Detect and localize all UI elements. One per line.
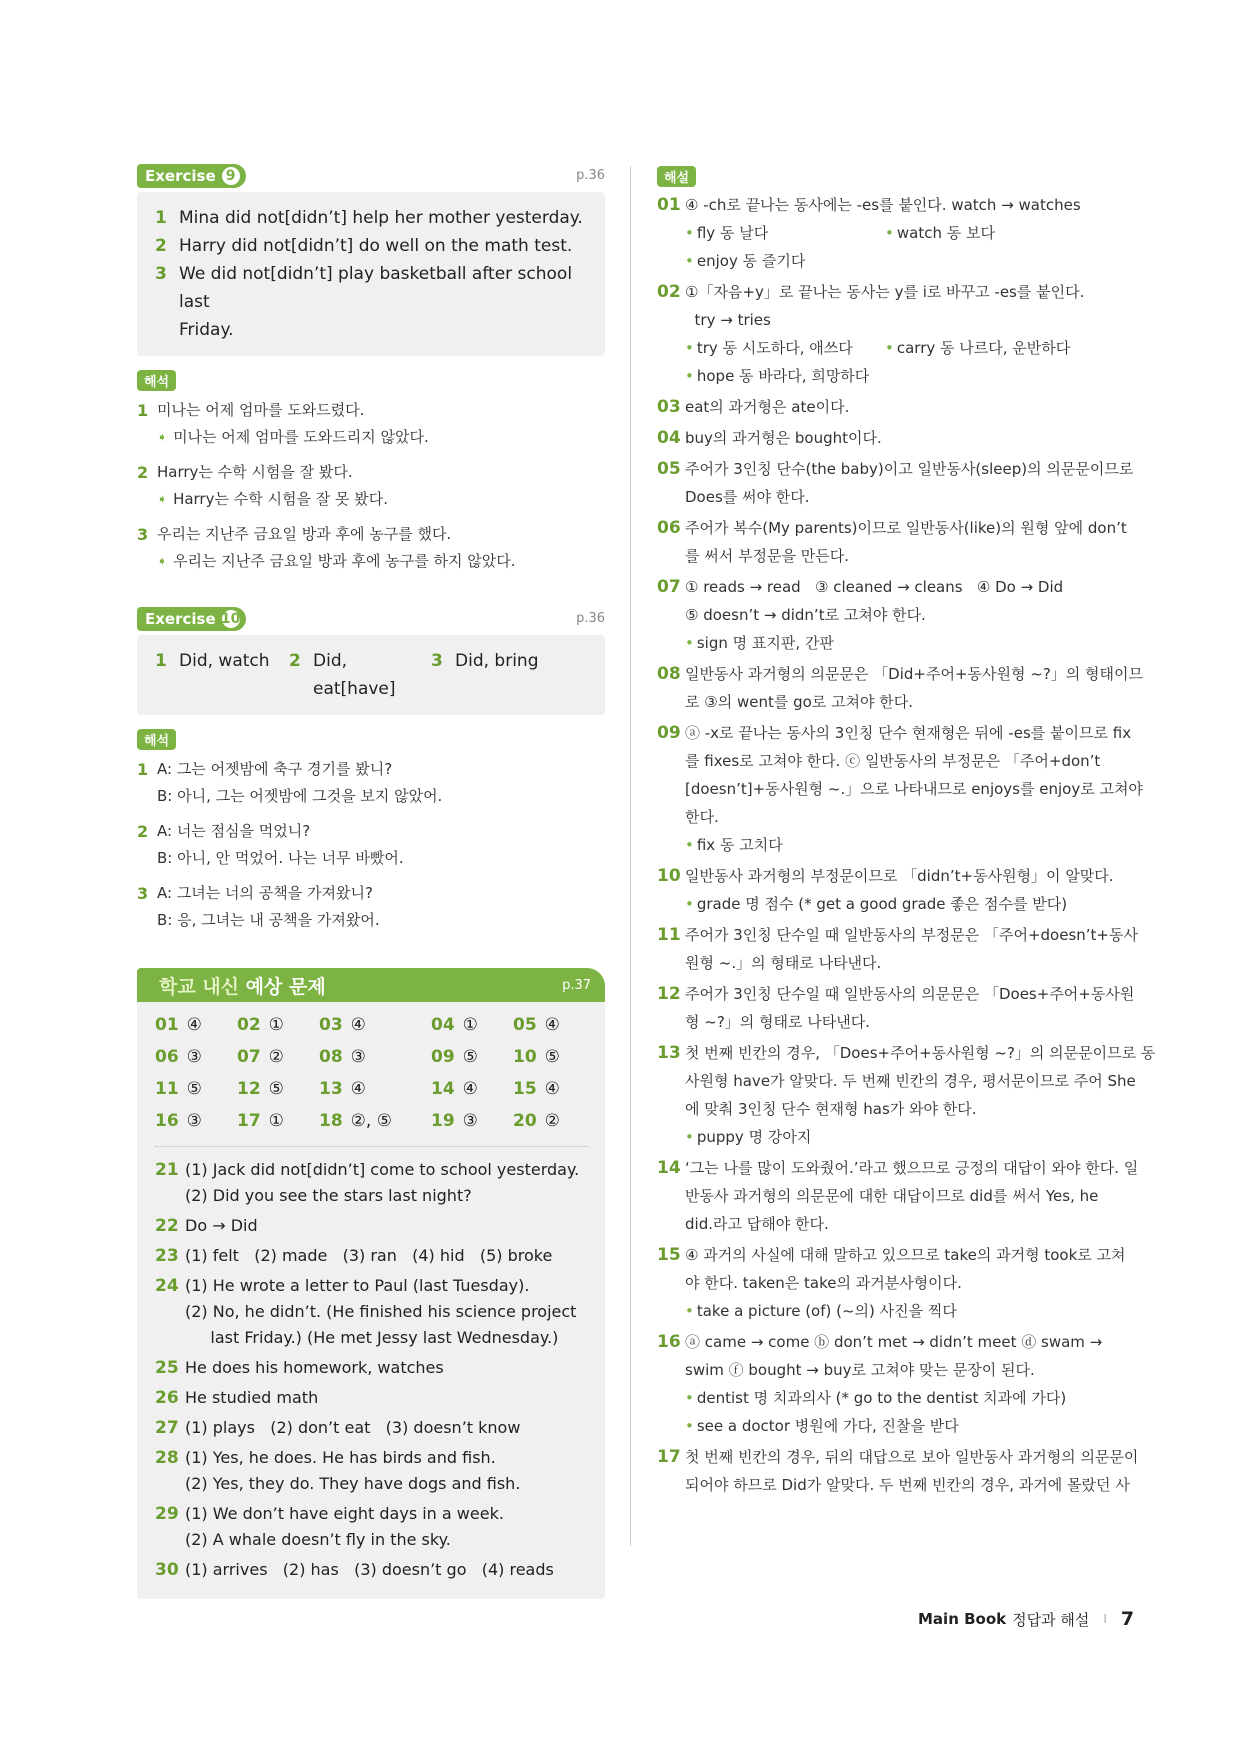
explanation-item: [657, 1443, 1139, 1499]
answer-line: He does his homework, watches: [185, 1358, 444, 1377]
vocab-entry: [685, 247, 805, 275]
answer-text: Mina did not[didn’t] help her mother yesterday.: [179, 208, 583, 228]
answer-number: 25: [155, 1358, 179, 1378]
bullet-icon: •: [885, 224, 894, 242]
translation-result: [137, 907, 605, 934]
translation-row: [137, 459, 605, 486]
bullet-icon: •: [685, 1302, 694, 1320]
vocab-text: take a picture (of) (~의) 사진을 찍다: [696, 1302, 957, 1320]
answer-number: [155, 316, 179, 344]
grid-item: 11 ⑤: [155, 1079, 202, 1099]
translation-number: 2: [137, 463, 149, 482]
translation-tag: 해석: [137, 370, 176, 391]
written-answer-row: [155, 1415, 589, 1441]
vocab-text: hope 동 바라다, 희망하다: [696, 367, 870, 385]
explanation-item: [657, 921, 1138, 977]
exercise-10-header: [137, 607, 605, 635]
explanation-number: 06: [657, 518, 681, 538]
explanation-line: swim ⓕ bought → buy로 고쳐야 맞는 문장이 된다.: [685, 1361, 1035, 1379]
explanation-number: 11: [657, 925, 681, 945]
translation-text: B: 응, 그녀는 내 공책을 가져왔어.: [157, 911, 380, 929]
vocab-entry: [685, 1384, 1066, 1412]
grid-item: 14 ④: [431, 1079, 478, 1099]
answer-number: 2: [155, 236, 167, 256]
answer-line: (1) felt (2) made (3) ran (4) hid (5) broke: [185, 1246, 553, 1265]
explanation-line: 야 한다. taken은 take의 과거분사형이다.: [685, 1274, 962, 1292]
written-answer-row: [155, 1355, 589, 1381]
explanation-line: 첫 번째 빈칸의 경우, 「Does+주어+동사원형 ~?」의 의문문이므로 동: [685, 1044, 1156, 1062]
answer-number: 1: [155, 651, 167, 671]
translation-number: 3: [137, 884, 149, 903]
translation-number: 3: [137, 525, 149, 544]
translation-number: 1: [137, 760, 149, 779]
exercise-badge: [137, 607, 246, 631]
answer-text: Did, watch: [179, 651, 270, 671]
translation-result: [137, 424, 605, 451]
bullet-icon: •: [685, 1128, 694, 1146]
translation-text: A: 그녀는 너의 공책을 가져왔니?: [157, 884, 373, 902]
answer-line: (1) plays (2) don’t eat (3) doesn’t know: [185, 1418, 521, 1437]
bullet-icon: •: [685, 895, 694, 913]
answer-text: We did not[didn’t] play basketball after school last: [179, 264, 573, 312]
written-answer-row: [155, 1385, 589, 1411]
grid-item: 10 ⑤: [513, 1047, 560, 1067]
bullet-icon: •: [685, 367, 694, 385]
bullet-icon: •: [685, 224, 694, 242]
arrow-icon: ➧: [157, 554, 168, 568]
explanation-line: did.라고 답해야 한다.: [685, 1215, 829, 1233]
answer-number: 28: [155, 1448, 179, 1468]
answer-line: (2) Did you see the stars last night?: [185, 1186, 472, 1205]
explanation-line: 원형 ~.」의 형태로 나타낸다.: [685, 954, 882, 972]
vocab-text: see a doctor 병원에 가다, 진찰을 받다: [696, 1417, 959, 1435]
answer-row: [155, 204, 589, 232]
right-column: [657, 166, 1156, 1502]
explanation-number: 01: [657, 195, 681, 215]
explanation-line: 주어가 3인칭 단수(the baby)이고 일반동사(sleep)의 의문문이므로: [685, 460, 1134, 478]
explanation-item: [657, 424, 1131, 452]
translation-text: B: 아니, 안 먹었어. 나는 너무 바빴어.: [157, 849, 404, 867]
answer-line: (1) arrives (2) has (3) doesn’t go (4) reads: [185, 1560, 554, 1579]
explanation-line: 첫 번째 빈칸의 경우, 뒤의 대답으로 보아 일반동사 과거형의 의문문이: [685, 1448, 1139, 1466]
vocab-text: dentist 명 치과의사 (* go to the dentist 치과에 가다): [696, 1389, 1067, 1407]
left-column: [137, 164, 605, 1599]
answer-number: 24: [155, 1276, 179, 1296]
exercise-9-header: [137, 164, 605, 192]
answer-line: (2) A whale doesn’t fly in the sky.: [185, 1530, 451, 1549]
explanation-number: 04: [657, 428, 681, 448]
grid-item: 08 ③: [319, 1047, 366, 1067]
explanation-line: 주어가 3인칭 단수일 때 일반동사의 부정문은 「주어+doesn’t+동사: [685, 926, 1138, 944]
vocab-row: [685, 1297, 1131, 1325]
explanation-number: 10: [657, 866, 681, 886]
translation-text: 우리는 지난주 금요일 방과 후에 농구를 했다.: [157, 525, 452, 543]
explanation-line: 사원형 have가 알맞다. 두 번째 빈칸의 경우, 평서문이므로 주어 She: [685, 1072, 1136, 1090]
bullet-icon: •: [685, 1389, 694, 1407]
explanation-item: [657, 1154, 1139, 1238]
grid-item: 16 ③: [155, 1111, 202, 1131]
answer-grid: [155, 1012, 589, 1134]
explanation-line: 한다.: [685, 808, 719, 826]
grid-item: 06 ③: [155, 1047, 202, 1067]
explanation-item: [657, 393, 1131, 421]
translation-result: [137, 783, 605, 810]
vocab-text: puppy 명 강아지: [696, 1128, 812, 1146]
vocab-text: enjoy 동 즐기다: [696, 252, 806, 270]
translation-row: [137, 521, 605, 548]
page-ref: p.36: [576, 168, 605, 183]
grid-item: 12 ⑤: [237, 1079, 284, 1099]
section-title-part: 학교 내신: [159, 975, 240, 998]
page-footer: [918, 1608, 1134, 1630]
section-title-part: 예상 문제: [245, 975, 326, 998]
explanation-number: 16: [657, 1332, 681, 1352]
vocab-entry: [885, 334, 1085, 362]
answer-number: 23: [155, 1246, 179, 1266]
explanation-item: [657, 573, 1131, 657]
explanation-number: 08: [657, 664, 681, 684]
vocab-entry: [685, 831, 783, 859]
answer-row: [155, 316, 589, 344]
explanation-line: 반동사 과거형의 의문문에 대한 대답이므로 did를 써서 Yes, he: [685, 1187, 1099, 1205]
answer-number: 27: [155, 1418, 179, 1438]
answer-line: (1) Yes, he does. He has birds and fish.: [185, 1448, 496, 1467]
vocab-entry: [885, 219, 1085, 247]
vocab-row: [685, 629, 1131, 657]
page-ref: p.37: [562, 978, 591, 993]
explanation-line: 에 맞춰 3인칭 단수 현재형 has가 와야 한다.: [685, 1100, 977, 1118]
explanation-line: [doesn’t]+동사원형 ~.」으로 나타내므로 enjoys를 enjoy로 고쳐야: [685, 780, 1143, 798]
answer-number: 30: [155, 1560, 179, 1580]
answer-text: Did, bring: [455, 651, 539, 671]
exercise-label: Exercise: [145, 167, 216, 185]
vocab-entry: [685, 1297, 957, 1325]
explanation-item: [657, 1328, 1131, 1440]
explanation-line: ⓐ came → come ⓑ don’t met → didn’t meet ⓓ swam →: [685, 1333, 1103, 1351]
vocab-text: fix 동 고치다: [696, 836, 783, 854]
grid-item: 04 ①: [431, 1015, 478, 1035]
vocab-entry: [685, 629, 834, 657]
explanation-number: 02: [657, 282, 681, 302]
answer-line: (1) We don’t have eight days in a week.: [185, 1504, 504, 1523]
translation-text: 미나는 어제 엄마를 도와드렸다.: [157, 401, 365, 419]
vocab-entry: [685, 219, 885, 247]
dotted-divider: [155, 1146, 589, 1147]
vocab-row: [685, 362, 1131, 390]
answer-number: 26: [155, 1388, 179, 1408]
grid-item: 19 ③: [431, 1111, 478, 1131]
answer-number: 2: [289, 651, 301, 671]
grid-item: 05 ④: [513, 1015, 560, 1035]
bullet-icon: •: [685, 836, 694, 854]
answer-number: 3: [431, 651, 443, 671]
translation-text: A: 그는 어젯밤에 축구 경기를 봤니?: [157, 760, 393, 778]
translation-result: [137, 548, 605, 575]
school-test-body: [137, 1002, 605, 1599]
translation-row: [137, 756, 605, 783]
vocab-text: carry 동 나르다, 운반하다: [896, 339, 1071, 357]
written-answer-row: [155, 1213, 589, 1239]
translation-number: 1: [137, 401, 149, 420]
explanation-line: 일반동사 과거형의 의문문은 「Did+주어+동사원형 ~?」의 형태이므: [685, 665, 1144, 683]
written-answer-row: [155, 1243, 589, 1269]
answer-row: [155, 260, 589, 316]
explanation-line: try → tries: [685, 311, 771, 329]
explanation-number: 15: [657, 1245, 681, 1265]
translation-text: 미나는 어제 엄마를 도와드리지 않았다.: [173, 428, 429, 446]
answer-text: Did, eat[have]: [313, 651, 396, 699]
explanation-number: 07: [657, 577, 681, 597]
answer-number: 3: [155, 264, 167, 284]
answer-line: (1) Jack did not[didn’t] come to school yesterday.: [185, 1160, 580, 1179]
vocab-entry: [685, 362, 869, 390]
vocab-text: fly 동 날다: [696, 224, 769, 242]
vocab-row: [685, 334, 1131, 362]
answer-line: He studied math: [185, 1388, 319, 1407]
answer-line: (2) No, he didn’t. (He finished his science project: [185, 1302, 577, 1321]
explanation-line: ①「자음+y」로 끝나는 동사는 y를 i로 바꾸고 -es를 붙인다.: [685, 283, 1085, 301]
translation-tag: 해석: [137, 729, 176, 750]
arrow-icon: ➧: [157, 430, 168, 444]
explanation-number: 05: [657, 459, 681, 479]
explanation-number: 09: [657, 723, 681, 743]
explanation-line: 형 ~?」의 형태로 나타낸다.: [685, 1013, 871, 1031]
column-divider: [630, 166, 631, 1546]
answer-text: Harry did not[didn’t] do well on the math test.: [179, 236, 573, 256]
exercise-number: 9: [220, 165, 242, 187]
explanation-number: 03: [657, 397, 681, 417]
bullet-icon: •: [885, 339, 894, 357]
vocab-row: [685, 1123, 1155, 1151]
vocab-row: [685, 247, 1131, 275]
explanation-item: [657, 455, 1134, 511]
exercise-number: 10: [220, 608, 242, 630]
arrow-icon: ➧: [157, 492, 168, 506]
vocab-row: [685, 219, 1131, 247]
bullet-icon: •: [685, 252, 694, 270]
written-answer-row: [155, 1445, 589, 1497]
vocab-entry: [685, 334, 885, 362]
vocab-text: watch 동 보다: [896, 224, 995, 242]
explanation-number: 13: [657, 1043, 681, 1063]
written-answer-row: [155, 1273, 589, 1351]
vocab-row: [685, 890, 1131, 918]
explanation-line: Does를 써야 한다.: [685, 488, 810, 506]
exercise-label: Exercise: [145, 610, 216, 628]
school-test-header: [137, 968, 605, 1002]
exercise-badge: [137, 164, 246, 188]
vocab-row: [685, 1384, 1131, 1412]
grid-item: 20 ②: [513, 1111, 560, 1131]
translation-text: B: 아니, 그는 어젯밤에 그것을 보지 않았어.: [157, 787, 443, 805]
exercise-10-answers: [137, 635, 605, 715]
explanation-line: ① reads → read ③ cleaned → cleans ④ Do → Did: [685, 578, 1064, 596]
grid-item: 02 ①: [237, 1015, 284, 1035]
translation-text: Harry는 수학 시험을 잘 봤다.: [157, 463, 353, 481]
vocab-entry: [685, 890, 1067, 918]
explanation-line: 를 써서 부정문을 만든다.: [685, 547, 849, 565]
school-test-section: [137, 968, 605, 1599]
explanation-line: ‘그는 나를 많이 도와줬어.’라고 했으므로 긍정의 대답이 와야 한다. 일: [685, 1159, 1139, 1177]
explanation-item: [657, 191, 1131, 275]
bullet-icon: •: [685, 1417, 694, 1435]
translation-row: [137, 397, 605, 424]
translation-text: Harry는 수학 시험을 잘 못 봤다.: [173, 490, 388, 508]
translation-result: [137, 486, 605, 513]
explanation-line: ④ 과거의 사실에 대해 말하고 있으므로 take의 과거형 took로 고쳐: [685, 1246, 1126, 1264]
written-answers: [155, 1157, 589, 1583]
answer-number: 1: [155, 208, 167, 228]
answer-number: 29: [155, 1504, 179, 1524]
section-title: [159, 972, 326, 999]
page-ref: p.36: [576, 611, 605, 626]
explanation-line: ⓐ -x로 끝나는 동사의 3인칭 단수 현재형은 뒤에 -es를 붙이므로 fix: [685, 724, 1132, 742]
translation-number: 2: [137, 822, 149, 841]
answer-number: 21: [155, 1160, 179, 1180]
explanation-line: 로 ③의 went를 go로 고쳐야 한다.: [685, 693, 914, 711]
exercise-10-translations: [137, 756, 605, 934]
written-answer-row: [155, 1501, 589, 1553]
page-number: 7: [1120, 1608, 1135, 1630]
explanation-number: 12: [657, 984, 681, 1004]
vocab-entry: [685, 1123, 811, 1151]
explanation-line: 주어가 3인칭 단수일 때 일반동사의 의문문은 「Does+주어+동사원: [685, 985, 1135, 1003]
book-name: Main Book: [918, 1610, 1007, 1628]
explanation-item: [657, 660, 1144, 716]
explanation-item: [657, 862, 1131, 918]
answer-line: last Friday.) (He met Jessy last Wednesday.): [185, 1328, 559, 1347]
explanation-item: [657, 719, 1143, 859]
answer-line: Do → Did: [185, 1216, 258, 1235]
explanation-line: 일반동사 과거형의 부정문이므로 「didn’t+동사원형」이 알맞다.: [685, 867, 1114, 885]
answer-number: 22: [155, 1216, 179, 1236]
bullet-icon: •: [685, 339, 694, 357]
vocab-row: [685, 1412, 1131, 1440]
written-answer-row: [155, 1157, 589, 1209]
bullet-icon: •: [685, 634, 694, 652]
explanations: [657, 191, 1156, 1499]
grid-item: 18 ②, ⑤: [319, 1111, 392, 1131]
translation-result: [137, 845, 605, 872]
explanation-item: [657, 278, 1131, 390]
section-name: 정답과 해설: [1012, 1610, 1090, 1629]
translation-text: A: 너는 점심을 먹었니?: [157, 822, 311, 840]
answer-row: [155, 232, 589, 260]
explanation-line: 를 fixes로 고쳐야 한다. ⓒ 일반동사의 부정문은 「주어+don’t: [685, 752, 1101, 770]
explanation-line: ⑤ doesn’t → didn’t로 고쳐야 한다.: [685, 606, 926, 624]
grid-item: 03 ④: [319, 1015, 366, 1035]
answer-row: [155, 647, 589, 703]
vocab-text: try 동 시도하다, 애쓰다: [696, 339, 853, 357]
translation-text: 우리는 지난주 금요일 방과 후에 농구를 하지 않았다.: [173, 552, 516, 570]
grid-item: 17 ①: [237, 1111, 284, 1131]
exercise-9-translations: [137, 397, 605, 575]
translation-row: [137, 880, 605, 907]
explanation-item: [657, 980, 1135, 1036]
explanation-item: [657, 514, 1131, 570]
explanation-line: 되어야 하므로 Did가 알맞다. 두 번째 빈칸의 경우, 과거에 몰랐던 사: [685, 1476, 1130, 1494]
answer-text: Friday.: [179, 320, 234, 340]
vocab-entry: [685, 1412, 959, 1440]
vocab-text: sign 명 표지판, 간판: [696, 634, 834, 652]
explanation-number: 17: [657, 1447, 681, 1467]
grid-item: 07 ②: [237, 1047, 284, 1067]
footer-separator: I: [1103, 1612, 1107, 1626]
vocab-row: [685, 831, 1143, 859]
explanation-line: eat의 과거형은 ate이다.: [685, 398, 850, 416]
explanation-line: buy의 과거형은 bought이다.: [685, 429, 882, 447]
explanation-tag: 해설: [657, 166, 696, 187]
explanation-line: ④ -ch로 끝나는 동사에는 -es를 붙인다. watch → watches: [685, 196, 1081, 214]
translation-row: [137, 818, 605, 845]
written-answer-row: [155, 1557, 589, 1583]
answer-line: (1) He wrote a letter to Paul (last Tuesday).: [185, 1276, 530, 1295]
grid-item: 13 ④: [319, 1079, 366, 1099]
explanation-item: [657, 1039, 1156, 1151]
explanation-number: 14: [657, 1158, 681, 1178]
grid-item: 09 ⑤: [431, 1047, 478, 1067]
grid-item: 01 ④: [155, 1015, 202, 1035]
vocab-text: grade 명 점수 (* get a good grade 좋은 점수를 받다): [696, 895, 1068, 913]
explanation-item: [657, 1241, 1131, 1325]
explanation-line: 주어가 복수(My parents)이므로 일반동사(like)의 원형 앞에 don’t: [685, 519, 1127, 537]
exercise-9-answers: [137, 192, 605, 356]
grid-item: 15 ④: [513, 1079, 560, 1099]
answer-line: (2) Yes, they do. They have dogs and fish.: [185, 1474, 521, 1493]
